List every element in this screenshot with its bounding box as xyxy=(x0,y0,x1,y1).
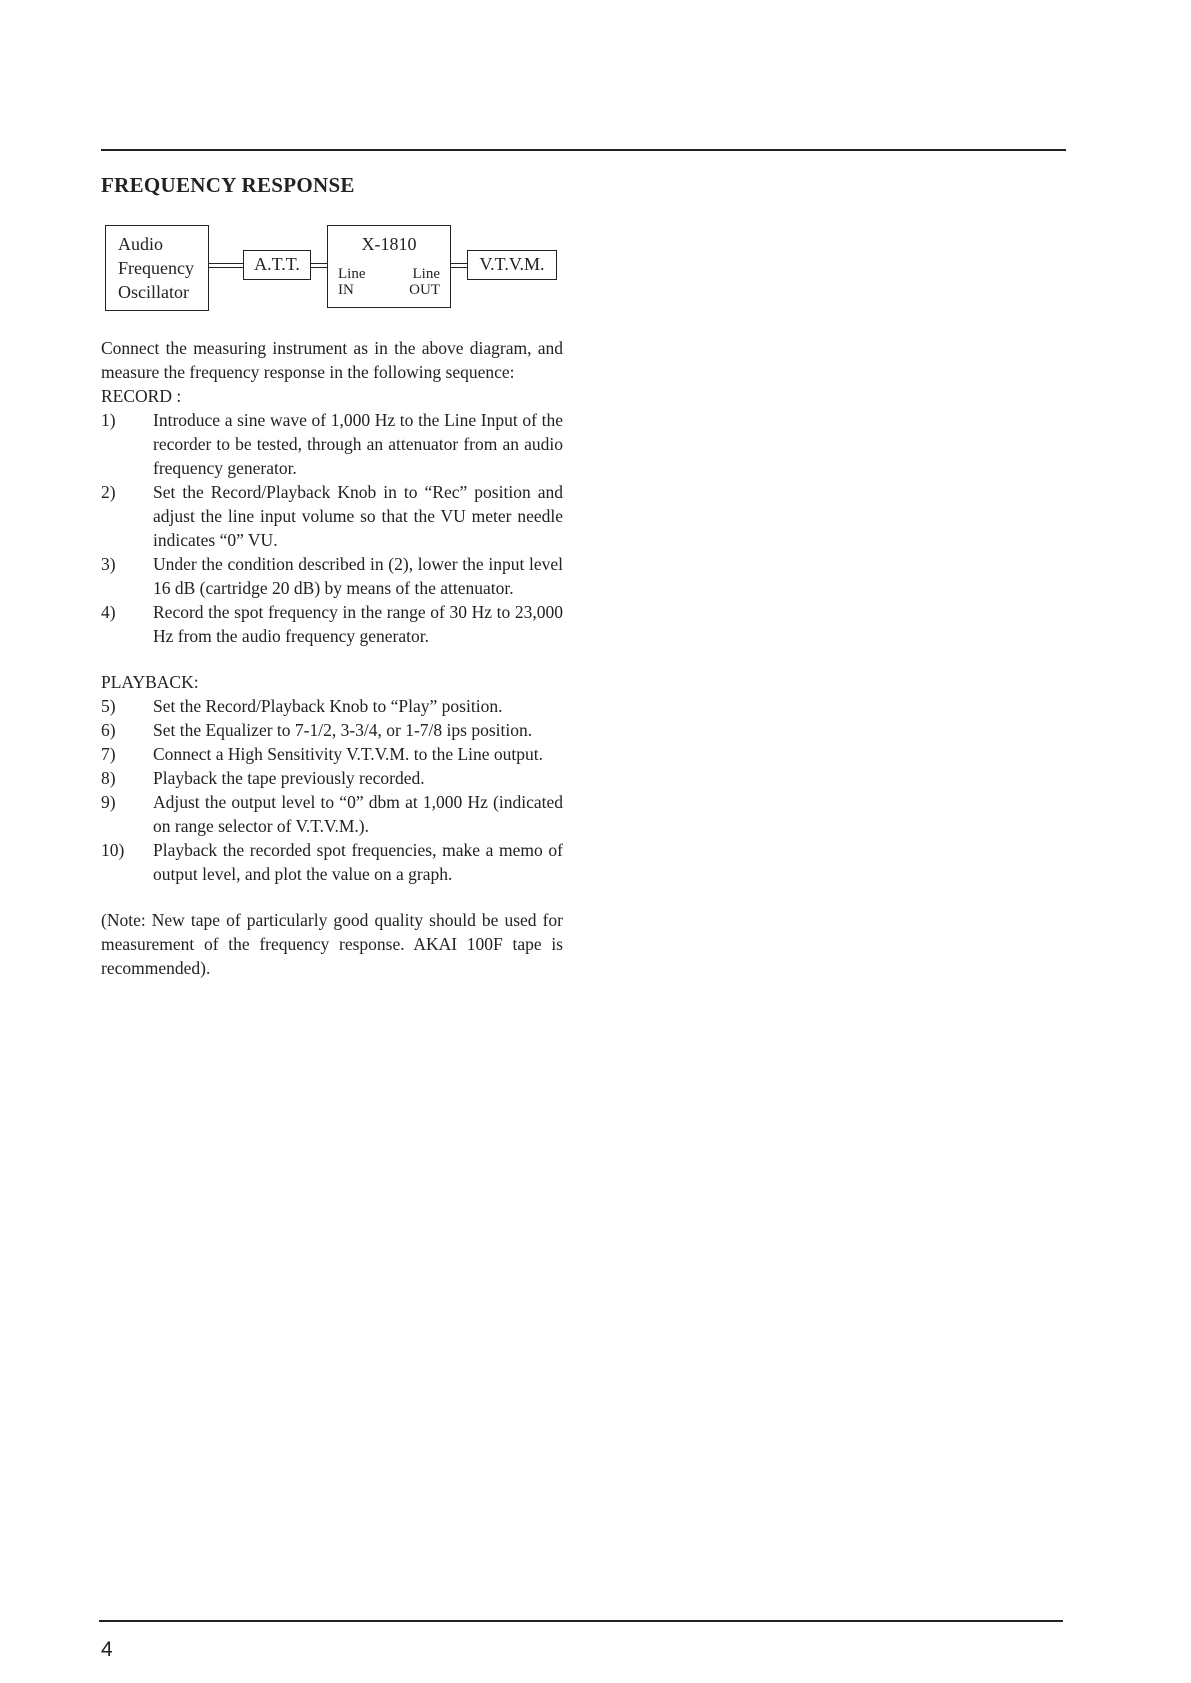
record-section xyxy=(101,384,563,648)
list-item xyxy=(101,742,563,766)
meter-box: V.T.V.M. xyxy=(467,250,557,280)
step-number: 10) xyxy=(101,840,125,860)
line-in-label-1: Line xyxy=(338,266,366,282)
step-text: Playback the tape previously recorded. xyxy=(153,768,425,788)
bottom-rule xyxy=(99,1620,1063,1622)
step-text: Record the spot frequency in the range of 30 Hz to 23,000 Hz from the audio frequency generator. xyxy=(153,602,563,646)
step-number: 5) xyxy=(101,696,116,716)
record-title: RECORD : xyxy=(101,386,182,406)
line-out-label xyxy=(409,266,440,298)
line-in-label xyxy=(338,266,366,298)
connector-osc-att xyxy=(208,263,244,268)
oscillator-label-line-3: Oscillator xyxy=(118,282,189,302)
step-number: 1) xyxy=(101,410,116,430)
section-spacer xyxy=(101,886,563,908)
step-number: 6) xyxy=(101,720,116,740)
list-item xyxy=(101,552,563,600)
step-text: Set the Record/Playback Knob to “Play” position. xyxy=(153,696,503,716)
step-text: Connect a High Sensitivity V.T.V.M. to the Line output. xyxy=(153,744,544,764)
playback-section xyxy=(101,670,563,886)
list-item xyxy=(101,600,563,648)
section-spacer xyxy=(101,648,563,670)
connector-recorder-meter xyxy=(450,263,468,268)
top-rule xyxy=(101,149,1066,151)
attenuator-box: A.T.T. xyxy=(243,250,311,280)
intro-paragraph: Connect the measuring instrument as in the above diagram, and measure the frequency response in the following sequence: xyxy=(101,338,563,382)
list-item xyxy=(101,838,563,886)
list-item xyxy=(101,480,563,552)
line-in-label-2: IN xyxy=(338,282,354,298)
page-number: 4 xyxy=(101,1638,113,1661)
list-item xyxy=(101,790,563,838)
step-text: Under the condition described in (2), lower the input level 16 dB (cartridge 20 dB) by means of the attenuator. xyxy=(153,554,563,598)
line-out-label-2: OUT xyxy=(409,282,440,298)
note-paragraph: (Note: New tape of particularly good quality should be used for measurement of the frequency response. AKAI 100F tape is recommended). xyxy=(101,910,563,978)
step-number: 9) xyxy=(101,792,116,812)
step-number: 8) xyxy=(101,768,116,788)
list-item xyxy=(101,766,563,790)
oscillator-label-line-2: Frequency xyxy=(118,258,194,278)
step-text: Set the Record/Playback Knob in to “Rec” position and adjust the line input volume so that the VU meter needle indicates “0” VU. xyxy=(153,482,563,550)
step-number: 7) xyxy=(101,744,116,764)
recorder-model: X-1810 xyxy=(361,234,417,254)
step-text: Playback the recorded spot frequencies, make a memo of output level, and plot the value on a graph. xyxy=(153,840,563,884)
measurement-diagram xyxy=(100,222,570,314)
recorder-box xyxy=(327,225,451,308)
step-number: 2) xyxy=(101,482,116,502)
line-out-label-1: Line xyxy=(412,266,440,282)
list-item xyxy=(101,694,563,718)
oscillator-label-line-1: Audio xyxy=(118,234,163,254)
playback-title: PLAYBACK: xyxy=(101,672,199,692)
oscillator-box xyxy=(105,225,209,311)
step-number: 3) xyxy=(101,554,116,574)
instructions xyxy=(101,336,563,980)
step-text: Set the Equalizer to 7-1/2, 3-3/4, or 1-7/8 ips position. xyxy=(153,720,533,740)
step-text: Introduce a sine wave of 1,000 Hz to the Line Input of the recorder to be tested, through an attenuator from an audio frequency generator. xyxy=(153,410,563,478)
list-item xyxy=(101,408,563,480)
page-heading: FREQUENCY RESPONSE xyxy=(101,173,355,197)
step-number: 4) xyxy=(101,602,116,622)
step-text: Adjust the output level to “0” dbm at 1,000 Hz (indicated on range selector of V.T.V.M.). xyxy=(153,792,563,836)
list-item xyxy=(101,718,563,742)
connector-att-recorder xyxy=(310,263,328,268)
